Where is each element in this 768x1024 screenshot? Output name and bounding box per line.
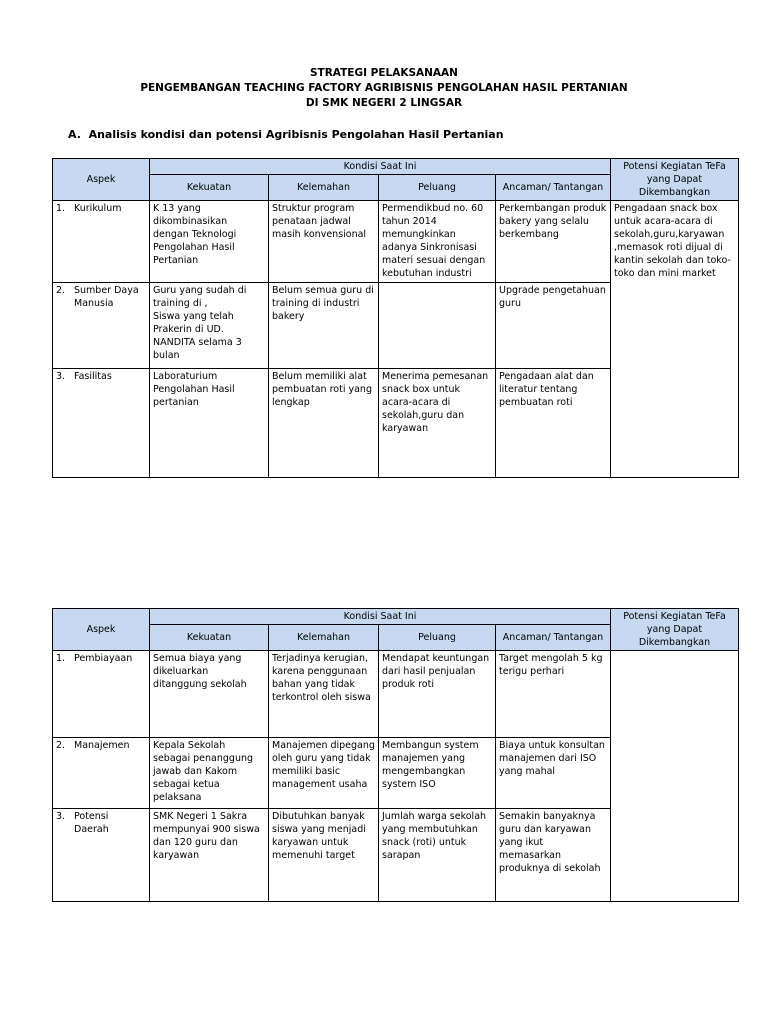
aspect-cell [53, 369, 150, 478]
header-peluang: Peluang [379, 625, 496, 651]
aspect-number: 3. [56, 371, 66, 382]
header-kelemahan: Kelemahan [269, 625, 379, 651]
header-potensi: Potensi Kegiatan TeFa yang Dapat Dikembangkan [611, 609, 739, 651]
peluang-cell [379, 283, 496, 369]
kelemahan-cell: Terjadinya kerugian, karena penggunaan bahan yang tidak terkontrol oleh siswa [269, 651, 379, 738]
aspect-cell [53, 738, 150, 809]
aspect-number: 2. [56, 285, 66, 296]
kekuatan-cell: Semua biaya yang dikeluarkan ditanggung sekolah [150, 651, 269, 738]
ancaman-cell: Pengadaan alat dan literatur tentang pembuatan roti [496, 369, 611, 478]
peluang-cell: Mendapat keuntungan dari hasil penjualan produk roti [379, 651, 496, 738]
kekuatan-cell: K 13 yang dikombinasikan dengan Teknologi Pengolahan Hasil Pertanian [150, 201, 269, 283]
kekuatan-cell: Kepala Sekolah sebagai penanggung jawab dan Kakom sebagai ketua pelaksana [150, 738, 269, 809]
ancaman-cell: Biaya untuk konsultan manajemen dari ISO yang mahal [496, 738, 611, 809]
aspect-cell [53, 651, 150, 738]
header-ancaman: Ancaman/ Tantangan [496, 175, 611, 201]
kelemahan-cell: Struktur program penataan jadwal masih konvensional [269, 201, 379, 283]
aspect-number: 1. [56, 203, 66, 214]
table-row [53, 651, 739, 738]
header-aspek: Aspek [53, 159, 150, 201]
section-heading [68, 128, 504, 142]
aspect-label: Potensi Daerah [74, 811, 109, 835]
header-kondisi: Kondisi Saat Ini [150, 609, 611, 625]
aspect-label: Fasilitas [74, 371, 112, 382]
peluang-cell: Menerima pemesanan snack box untuk acara-acara di sekolah,guru dan karyawan [379, 369, 496, 478]
header-row [53, 159, 739, 175]
ancaman-cell: Perkembangan produk bakery yang selalu berkembang [496, 201, 611, 283]
analysis-table-2 [52, 608, 739, 902]
header-kondisi: Kondisi Saat Ini [150, 159, 611, 175]
document-title [0, 66, 768, 111]
aspect-label: Pembiayaan [74, 653, 133, 664]
aspect-number: 1. [56, 653, 66, 664]
header-kekuatan: Kekuatan [150, 175, 269, 201]
analysis-table-1 [52, 158, 739, 478]
aspect-number: 2. [56, 740, 66, 751]
potensi-cell [611, 651, 739, 902]
kelemahan-cell: Belum semua guru di training di industri bakery [269, 283, 379, 369]
aspect-label: Manajemen [74, 740, 130, 751]
section-label: A. [68, 128, 81, 141]
aspect-cell [53, 201, 150, 283]
peluang-cell: Membangun system manajemen yang mengembangkan system ISO [379, 738, 496, 809]
header-ancaman: Ancaman/ Tantangan [496, 625, 611, 651]
ancaman-cell: Upgrade pengetahuan guru [496, 283, 611, 369]
kekuatan-cell: Guru yang sudah di training di , Siswa yang telah Prakerin di UD. NANDITA selama 3 bulan [150, 283, 269, 369]
header-peluang: Peluang [379, 175, 496, 201]
header-kekuatan: Kekuatan [150, 625, 269, 651]
ancaman-cell: Semakin banyaknya guru dan karyawan yang ikut memasarkan produknya di sekolah [496, 809, 611, 902]
header-aspek: Aspek [53, 609, 150, 651]
header-kelemahan: Kelemahan [269, 175, 379, 201]
kelemahan-cell: Belum memiliki alat pembuatan roti yang lengkap [269, 369, 379, 478]
aspect-label: Kurikulum [74, 203, 122, 214]
peluang-cell: Jumlah warga sekolah yang membutuhkan snack (roti) untuk sarapan [379, 809, 496, 902]
aspect-number: 3. [56, 811, 66, 822]
kekuatan-cell: Laboraturium Pengolahan Hasil pertanian [150, 369, 269, 478]
table-row [53, 201, 739, 283]
kelemahan-cell: Dibutuhkan banyak siswa yang menjadi karyawan untuk memenuhi target [269, 809, 379, 902]
section-title: Analisis kondisi dan potensi Agribisnis Pengolahan Hasil Pertanian [88, 128, 504, 141]
ancaman-cell: Target mengolah 5 kg terigu perhari [496, 651, 611, 738]
peluang-cell: Permendikbud no. 60 tahun 2014 memungkinkan adanya Sinkronisasi materi sesuai dengan kebutuhan industri [379, 201, 496, 283]
kelemahan-cell: Manajemen dipegang oleh guru yang tidak memiliki basic management usaha [269, 738, 379, 809]
kekuatan-cell: SMK Negeri 1 Sakra mempunyai 900 siswa dan 120 guru dan karyawan [150, 809, 269, 902]
potensi-cell: Pengadaan snack box untuk acara-acara di sekolah,guru,karyawan ,memasok roti dijual di kantin sekolah dan toko-toko dan mini market [611, 201, 739, 478]
aspect-cell [53, 283, 150, 369]
title-line-2: PENGEMBANGAN TEACHING FACTORY AGRIBISNIS PENGOLAHAN HASIL PERTANIAN [140, 82, 628, 94]
title-line-3: DI SMK NEGERI 2 LINGSAR [305, 97, 463, 109]
title-line-1: STRATEGI PELAKSANAAN [310, 67, 458, 79]
header-row [53, 609, 739, 625]
header-potensi: Potensi Kegiatan TeFa yang Dapat Dikembangkan [611, 159, 739, 201]
aspect-cell [53, 809, 150, 902]
aspect-label: Sumber Daya Manusia [74, 285, 139, 309]
